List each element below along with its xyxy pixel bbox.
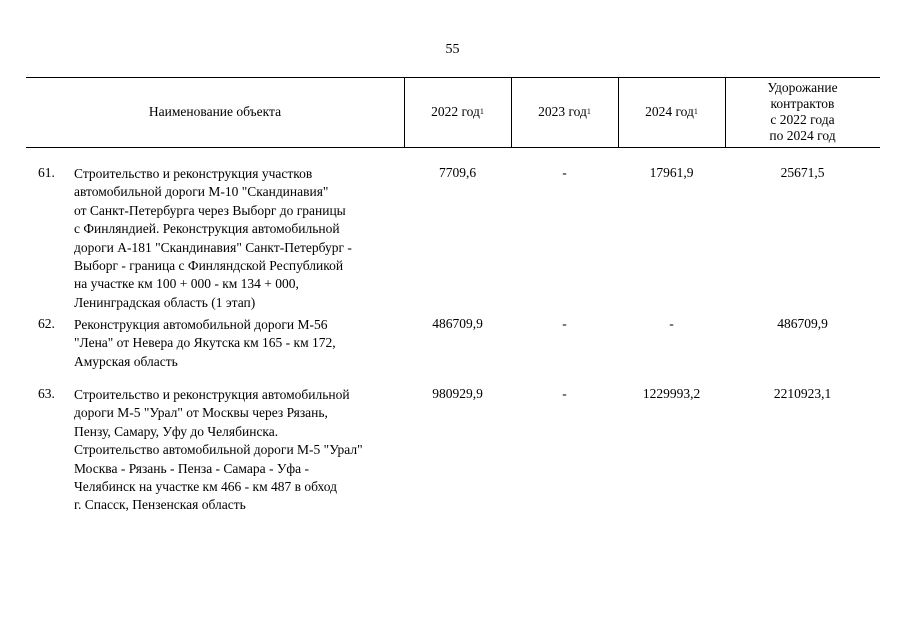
value-increase: 25671,5 (780, 165, 825, 180)
row-number: 61. (38, 165, 55, 180)
object-name-line: Амурская область (74, 353, 178, 369)
header-2023-label: 2023 год (538, 104, 587, 119)
object-name-line: Строительство и реконструкция автомобильной (74, 387, 350, 402)
row-number: 63. (38, 386, 55, 401)
table-header-rule (26, 147, 880, 148)
header-2022-label: 2022 год (431, 104, 480, 119)
object-name-line: Ленинградская область (1 этап) (74, 294, 256, 310)
header-increase-line: Удорожание (767, 80, 838, 95)
value-increase: 486709,9 (777, 316, 828, 331)
page-number: 55 (445, 42, 460, 57)
header-name-label: Наименование объекта (148, 104, 282, 119)
header-increase-line: контрактов (770, 96, 835, 111)
value-2023: - (562, 316, 567, 331)
header-2024: 2024 год 1 (645, 104, 698, 119)
header-increase-line: с 2022 года (770, 112, 835, 127)
value-2023: - (562, 386, 567, 401)
value-2024: 1229993,2 (642, 386, 701, 401)
object-name-line: Реконструкция автомобильной дороги М-56 (74, 317, 328, 332)
object-name-line: Выборг - граница с Финляндской Республикой (74, 258, 344, 274)
object-name-line: дороги М-5 "Урал" от Москвы через Рязань, (74, 405, 328, 421)
object-name-line: от Санкт-Петербурга через Выборг до границы (74, 202, 346, 218)
object-name-line: автомобильной дороги М-10 "Скандинавия" (74, 184, 329, 200)
object-name-line: Строительство автомобильной дороги М-5 "Урал" (74, 442, 363, 458)
header-increase (725, 77, 880, 147)
header-2023: 2023 год 1 (538, 104, 591, 119)
header-name (26, 77, 404, 147)
object-name (74, 386, 404, 515)
object-name-line: дороги А-181 "Скандинавия" Санкт-Петербург - (74, 239, 352, 255)
object-name-line: Москва - Рязань - Пенза - Самара - Уфа - (74, 460, 310, 476)
object-name (74, 165, 404, 312)
value-increase: 2210923,1 (773, 386, 832, 401)
header-2024-label: 2024 год (645, 104, 694, 119)
header-increase-line: по 2024 год (769, 128, 836, 143)
object-name (74, 316, 404, 371)
object-name-line: Челябинск на участке км 466 - км 487 в обход (74, 479, 337, 495)
value-2024: 17961,9 (649, 165, 694, 180)
object-name-line: Пензу, Самару, Уфу до Челябинска. (74, 423, 279, 439)
header-2022: 2022 год 1 (431, 104, 484, 119)
value-2023: - (562, 165, 567, 180)
object-name-line: с Финляндией. Реконструкция автомобильной (74, 221, 340, 237)
value-2022: 980929,9 (432, 386, 483, 401)
object-name-line: г. Спасск, Пензенская область (74, 497, 246, 513)
value-2022: 486709,9 (432, 316, 483, 331)
value-2022: 7709,6 (438, 165, 477, 180)
row-number: 62. (38, 316, 55, 331)
object-name-line: на участке км 100 + 000 - км 134 + 000, (74, 276, 299, 292)
object-name-line: Строительство и реконструкция участков (74, 166, 313, 181)
object-name-line: "Лена" от Невера до Якутска км 165 - км 172, (74, 335, 336, 351)
value-2024: - (669, 316, 674, 331)
